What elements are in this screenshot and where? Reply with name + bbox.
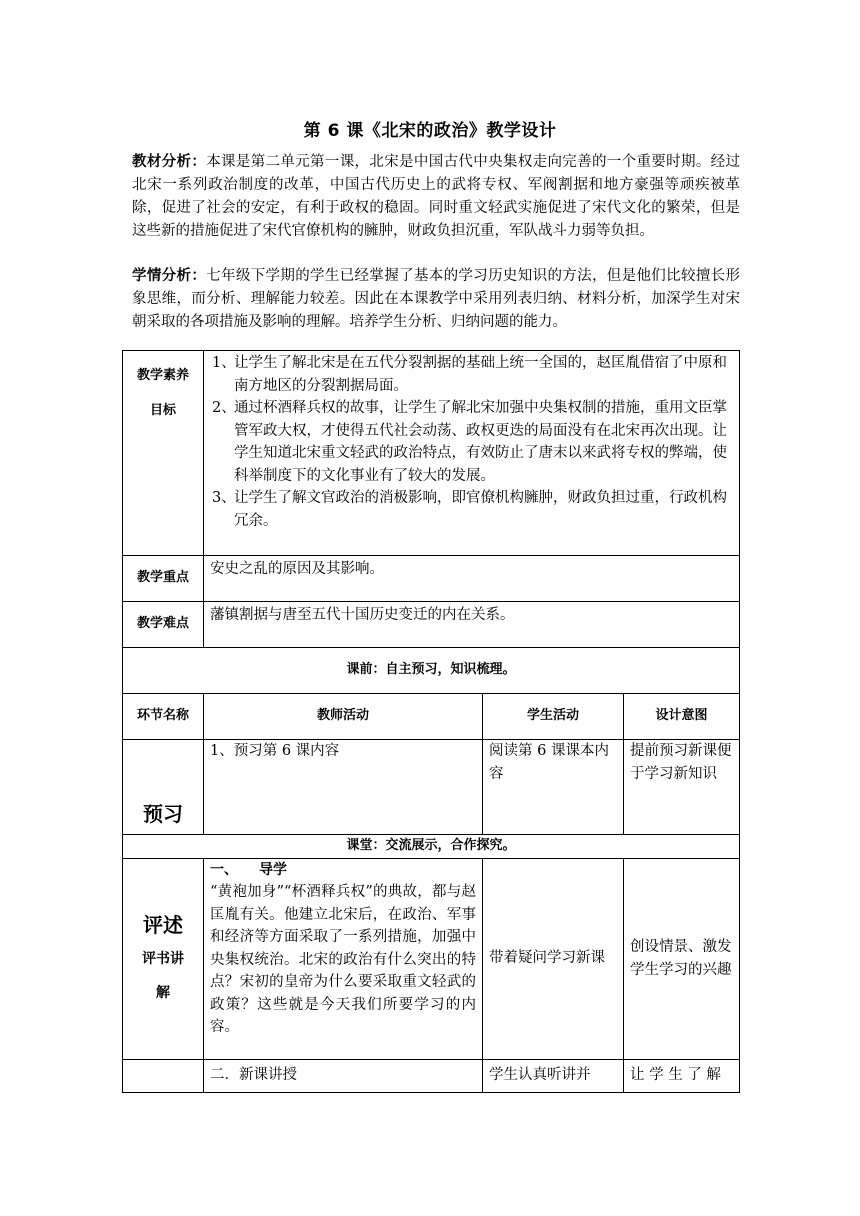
goal-item: 1、 让学生了解北宋是在五代分裂割据的基础上统一全国的，赵匡胤借宿了中原和南方地区的分裂割据局面。 (212, 355, 727, 394)
lecture-teacher-heading: 一、 导学 (210, 861, 287, 878)
goal-item: 2、 通过杯酒释兵权的故事，让学生了解北宋加强中央集权制的措施，重用文臣掌管军政大权，才使得五代社会动荡、政权更迭的局面没有在北宋再次出现。让学生知道北宋重文轻武的政治特点，有效防止了唐末以来武将专权的弊端，使科举制度下的文化事业有了较大的发展。 (212, 400, 727, 484)
pre-class-heading: 课前：自主预习，知识梳理。 (123, 648, 740, 694)
goals-label-cell (123, 351, 204, 556)
preview-student-activity: 阅读第 6 课课本内容 (483, 740, 624, 835)
key-point-row (123, 556, 740, 602)
lecture-design-intent: 创设情景、激发学生学习的兴趣 (624, 858, 740, 1059)
student-analysis-label: 学情分析： (132, 268, 207, 284)
lecture-stage-name: 评述 评书讲 解 (123, 858, 204, 1059)
goals-row (123, 351, 740, 556)
preview-design-intent: 提前预习新课便于学习新知识 (624, 740, 740, 835)
key-point-text: 安史之乱的原因及其影响。 (204, 556, 740, 602)
new-lesson-design-intent: 让 学 生 了 解 (624, 1059, 740, 1092)
key-point-label: 教学重点 (123, 556, 204, 602)
column-header: 设计意图 (624, 694, 740, 740)
goals-list (210, 352, 733, 532)
preview-stage-name: 预习 (123, 740, 204, 835)
student-analysis-text: 七年级下学期的学生已经掌握了基本的学习历史知识的方法，但是他们比较擅长形象思维，而分析、理解能力较差。因此在本课教学中采用列表归纳、材料分析，加深学生对宋朝采取的各项措施及影响的理解。培养学生分析、归纳问题的能力。 (132, 268, 740, 330)
student-analysis (132, 265, 740, 334)
new-lesson-teacher-activity: 二．新课讲授 (204, 1059, 483, 1092)
textbook-analysis-text: 本课是第二单元第一课，北宋是中国古代中央集权走向完善的一个重要时期。经过北宋一系列政治制度的改革，中国古代历史上的武将专权、军阀割据和地方豪强等顽疾被革除，促进了社会的安定，有利于政权的稳固。同时重文轻武实施促进了宋代文化的繁荣，但是这些新的措施促进了宋代官僚机构的臃肿，财政负担沉重，军队战斗力弱等负担。 (132, 154, 740, 239)
difficulty-text: 藩镇割据与唐至五代十国历史变迁的内在关系。 (204, 602, 740, 648)
textbook-analysis (132, 151, 740, 243)
column-header-row (123, 694, 740, 740)
lecture-teacher-activity (204, 858, 483, 1059)
lecture-student-activity: 带着疑问学习新课 (483, 858, 624, 1059)
in-class-heading: 课堂：交流展示，合作探究。 (123, 835, 740, 859)
new-lesson-row (123, 1059, 740, 1092)
column-header: 教师活动 (204, 694, 483, 740)
textbook-analysis-label: 教材分析： (132, 154, 207, 170)
page-title: 第 6 课《北宋的政治》教学设计 (303, 121, 557, 141)
pre-class-row (123, 648, 740, 694)
column-header: 学生活动 (483, 694, 624, 740)
preview-row (123, 740, 740, 835)
difficulty-label: 教学难点 (123, 602, 204, 648)
goals-content-cell (204, 351, 740, 556)
new-lesson-student-activity: 学生认真听讲并 (483, 1059, 624, 1092)
lecture-row (123, 858, 740, 1059)
lecture-teacher-text: “黄袍加身”“杯酒释兵权”的典故，都与赵匡胤有关。他建立北宋后，在政治、军事和经济等方面采取了一系列措施，加强中央集权统治。北宋的政治有什么突出的特点？宋初的皇帝为什么要采取重文轻武的政策？这些就是今天我们所要学习的内容。 (210, 884, 476, 1035)
goal-item: 3、 让学生了解文官政治的消极影响，即官僚机构臃肿，财政负担过重，行政机构冗余。 (212, 490, 727, 529)
preview-teacher-activity: 1、预习第 6 课内容 (204, 740, 483, 835)
column-header: 环节名称 (123, 694, 204, 740)
difficulty-row (123, 602, 740, 648)
new-lesson-stage-name (123, 1059, 204, 1092)
goals-label-line1: 教学素养 (136, 368, 189, 383)
in-class-row (123, 835, 740, 859)
goals-label-line2: 目标 (149, 402, 176, 418)
lesson-plan-table (122, 350, 740, 1093)
